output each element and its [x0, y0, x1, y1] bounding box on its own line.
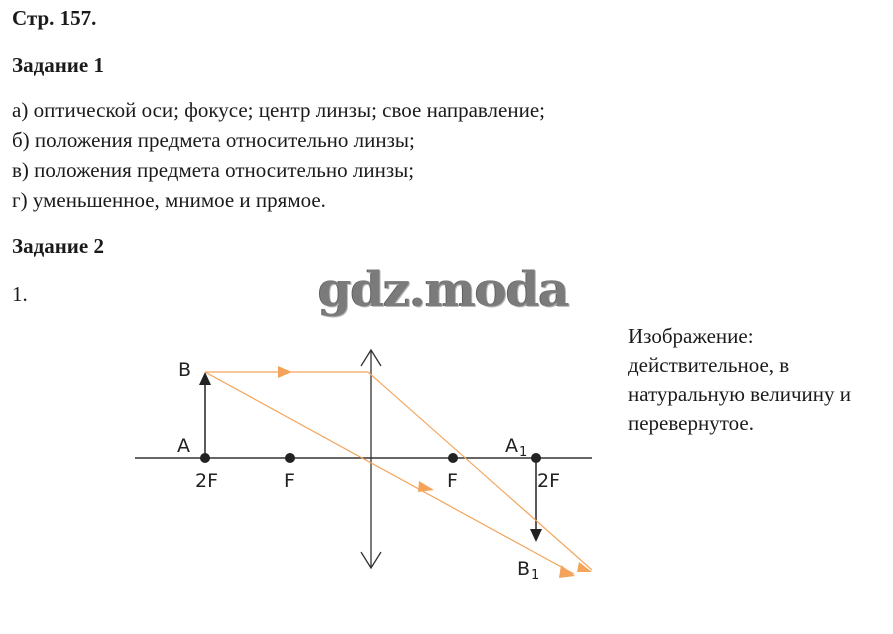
- watermark-logo: gdz.moda: [318, 262, 569, 318]
- task1-answer-c: в) положения предмета относительно линзы;: [12, 158, 415, 182]
- point-2f-right: [531, 453, 541, 463]
- task1-answer-a: а) оптической оси; фокусе; центр линзы; свое направление;: [12, 98, 545, 122]
- label-2f-right: 2F: [537, 470, 561, 492]
- label-a: A: [177, 435, 190, 457]
- label-b1: B: [517, 558, 531, 580]
- item-number: 1.: [12, 282, 28, 306]
- ray-arrow-icon: [559, 565, 575, 578]
- light-rays: [205, 366, 592, 578]
- task1-title: Задание 1: [12, 53, 104, 77]
- label-b1-subscript: 1: [531, 568, 540, 583]
- image-arrow-head-icon: [530, 529, 542, 542]
- label-b: B: [178, 359, 192, 381]
- task1-answer-b: б) положения предмета относительно линзы;: [12, 128, 415, 152]
- ray-arrow-icon: [278, 366, 292, 378]
- page-title: Стр. 157.: [12, 6, 97, 30]
- image-description: Изображение: действительное, в натуральную величину и перевернутое.: [628, 324, 852, 435]
- label-f-right: F: [447, 470, 458, 492]
- task1-answer-d: г) уменьшенное, мнимое и прямое.: [12, 188, 326, 212]
- point-2f-left: [200, 453, 210, 463]
- point-f-left: [285, 453, 295, 463]
- label-a1: A: [505, 435, 518, 457]
- label-2f-left: 2F: [195, 470, 219, 492]
- label-a1-subscript: 1: [519, 445, 528, 460]
- ray-through-center: [205, 372, 574, 574]
- ray-arrow-icon: [418, 481, 434, 492]
- label-f-left: F: [284, 470, 295, 492]
- task2-title: Задание 2: [12, 234, 104, 258]
- point-f-right: [448, 453, 458, 463]
